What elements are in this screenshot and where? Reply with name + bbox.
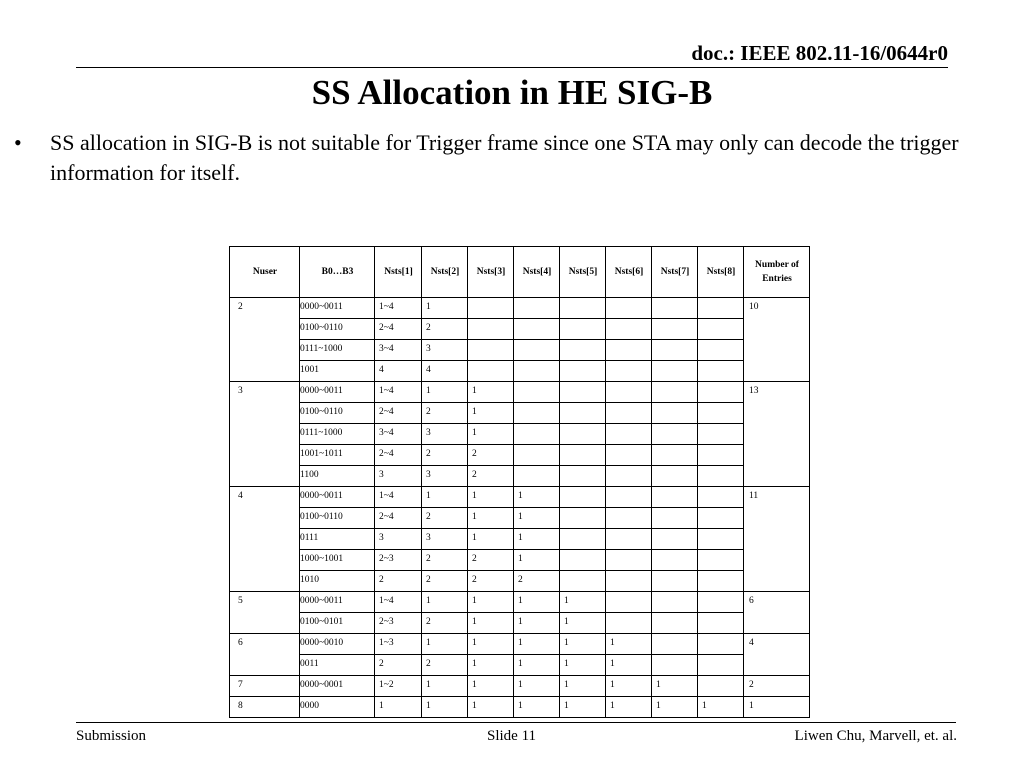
nsts-1-cell: 1~4 xyxy=(375,592,422,613)
nsts-4-cell xyxy=(514,424,560,445)
nsts-7-cell xyxy=(652,550,698,571)
nsts-1-cell: 3~4 xyxy=(375,340,422,361)
nsts-5-cell xyxy=(560,382,606,403)
nsts-8-cell xyxy=(698,571,744,592)
footer-slide-number: Slide 11 xyxy=(487,728,537,744)
entries-cell: 4 xyxy=(744,634,810,676)
nsts-5-cell: 1 xyxy=(560,676,606,697)
nsts-5-cell xyxy=(560,529,606,550)
header-nsts-6: Nsts[6] xyxy=(606,247,652,298)
nsts-4-cell: 1 xyxy=(514,592,560,613)
nsts-3-cell: 1 xyxy=(468,487,514,508)
nsts-5-cell: 1 xyxy=(560,613,606,634)
nsts-7-cell xyxy=(652,424,698,445)
table-row xyxy=(230,697,810,718)
nsts-8-cell xyxy=(698,382,744,403)
nsts-8-cell xyxy=(698,529,744,550)
table-row xyxy=(230,571,810,592)
nsts-7-cell: 1 xyxy=(652,697,698,718)
nsts-2-cell: 2 xyxy=(422,613,468,634)
slide-title: SS Allocation in HE SIG-B xyxy=(311,73,713,112)
nsts-1-cell: 3~4 xyxy=(375,424,422,445)
nsts-8-cell xyxy=(698,676,744,697)
bits-cell: 0000~0010 xyxy=(300,634,375,655)
nsts-5-cell xyxy=(560,403,606,424)
nsts-1-cell: 1~3 xyxy=(375,634,422,655)
nsts-6-cell xyxy=(606,487,652,508)
nsts-5-cell xyxy=(560,445,606,466)
nsts-2-cell: 2 xyxy=(422,655,468,676)
nsts-4-cell: 1 xyxy=(514,529,560,550)
nsts-8-cell xyxy=(698,445,744,466)
nsts-8-cell xyxy=(698,487,744,508)
doc-id: doc.: IEEE 802.11-16/0644r0 xyxy=(691,41,948,65)
table-row xyxy=(230,466,810,487)
nsts-2-cell: 1 xyxy=(422,697,468,718)
nsts-2-cell: 4 xyxy=(422,361,468,382)
bits-cell: 1010 xyxy=(300,571,375,592)
nsts-6-cell: 1 xyxy=(606,697,652,718)
nsts-7-cell xyxy=(652,382,698,403)
nsts-2-cell: 2 xyxy=(422,571,468,592)
entries-cell: 6 xyxy=(744,592,810,634)
nsts-1-cell: 1~4 xyxy=(375,487,422,508)
nsts-4-cell xyxy=(514,466,560,487)
bits-cell: 0100~0101 xyxy=(300,613,375,634)
bits-cell: 0111~1000 xyxy=(300,424,375,445)
table-row xyxy=(230,424,810,445)
nsts-6-cell xyxy=(606,424,652,445)
nsts-8-cell xyxy=(698,466,744,487)
bits-cell: 0000~0011 xyxy=(300,487,375,508)
header-nsts-4: Nsts[4] xyxy=(514,247,560,298)
nsts-8-cell xyxy=(698,403,744,424)
nsts-3-cell: 1 xyxy=(468,403,514,424)
nsts-6-cell: 1 xyxy=(606,655,652,676)
nsts-7-cell xyxy=(652,403,698,424)
table-row xyxy=(230,361,810,382)
nsts-3-cell: 1 xyxy=(468,676,514,697)
bits-cell: 1001~1011 xyxy=(300,445,375,466)
bits-cell: 0000~0001 xyxy=(300,676,375,697)
table-row xyxy=(230,445,810,466)
ss-allocation-table xyxy=(229,246,810,718)
nsts-6-cell xyxy=(606,445,652,466)
nsts-2-cell: 2 xyxy=(422,445,468,466)
table-row xyxy=(230,529,810,550)
nsts-4-cell: 1 xyxy=(514,697,560,718)
nsts-2-cell: 3 xyxy=(422,340,468,361)
nsts-5-cell xyxy=(560,508,606,529)
table-row xyxy=(230,592,810,613)
nsts-8-cell xyxy=(698,550,744,571)
nsts-1-cell: 2~3 xyxy=(375,613,422,634)
nsts-7-cell xyxy=(652,508,698,529)
nsts-3-cell: 1 xyxy=(468,592,514,613)
nsts-3-cell: 2 xyxy=(468,571,514,592)
nsts-2-cell: 2 xyxy=(422,550,468,571)
table-row xyxy=(230,319,810,340)
nsts-5-cell: 1 xyxy=(560,697,606,718)
table-row xyxy=(230,382,810,403)
bits-cell: 0111~1000 xyxy=(300,340,375,361)
nsts-6-cell xyxy=(606,508,652,529)
nsts-2-cell: 2 xyxy=(422,403,468,424)
bits-cell: 1001 xyxy=(300,361,375,382)
nsts-3-cell: 2 xyxy=(468,466,514,487)
nsts-2-cell: 1 xyxy=(422,298,468,319)
footer-authors: Liwen Chu, Marvell, et. al. xyxy=(794,728,957,744)
nsts-6-cell xyxy=(606,340,652,361)
nsts-7-cell: 1 xyxy=(652,676,698,697)
nsts-3-cell xyxy=(468,319,514,340)
nsts-6-cell xyxy=(606,529,652,550)
nsts-7-cell xyxy=(652,361,698,382)
nuser-cell: 5 xyxy=(230,592,300,634)
bits-cell: 0100~0110 xyxy=(300,508,375,529)
nsts-8-cell xyxy=(698,592,744,613)
bits-cell: 0000 xyxy=(300,697,375,718)
nsts-3-cell: 1 xyxy=(468,655,514,676)
nsts-4-cell xyxy=(514,298,560,319)
nsts-7-cell xyxy=(652,340,698,361)
nsts-7-cell xyxy=(652,298,698,319)
nsts-5-cell xyxy=(560,298,606,319)
nsts-8-cell xyxy=(698,655,744,676)
table-header-row xyxy=(230,247,810,298)
nsts-3-cell xyxy=(468,298,514,319)
entries-cell: 11 xyxy=(744,487,810,592)
nsts-6-cell xyxy=(606,319,652,340)
bits-cell: 0111 xyxy=(300,529,375,550)
nsts-8-cell xyxy=(698,613,744,634)
nsts-4-cell xyxy=(514,382,560,403)
bits-cell: 1000~1001 xyxy=(300,550,375,571)
nsts-8-cell xyxy=(698,361,744,382)
nsts-6-cell: 1 xyxy=(606,676,652,697)
nsts-2-cell: 1 xyxy=(422,382,468,403)
header-nsts-7: Nsts[7] xyxy=(652,247,698,298)
table-row xyxy=(230,550,810,571)
nsts-6-cell xyxy=(606,613,652,634)
nsts-7-cell xyxy=(652,466,698,487)
nsts-8-cell xyxy=(698,319,744,340)
nsts-8-cell xyxy=(698,340,744,361)
bits-cell: 0100~0110 xyxy=(300,403,375,424)
bits-cell: 0011 xyxy=(300,655,375,676)
nsts-3-cell: 1 xyxy=(468,529,514,550)
nsts-5-cell xyxy=(560,424,606,445)
nuser-cell: 8 xyxy=(230,697,300,718)
nsts-2-cell: 2 xyxy=(422,319,468,340)
nsts-1-cell: 2 xyxy=(375,571,422,592)
nsts-3-cell: 2 xyxy=(468,550,514,571)
header-nsts-2: Nsts[2] xyxy=(422,247,468,298)
nsts-4-cell xyxy=(514,403,560,424)
nsts-4-cell: 2 xyxy=(514,571,560,592)
nuser-cell: 7 xyxy=(230,676,300,697)
nsts-3-cell: 1 xyxy=(468,424,514,445)
nuser-cell: 3 xyxy=(230,382,300,487)
header-bits: B0…B3 xyxy=(300,247,375,298)
nsts-2-cell: 3 xyxy=(422,424,468,445)
nsts-7-cell xyxy=(652,655,698,676)
nsts-1-cell: 2~4 xyxy=(375,445,422,466)
nsts-7-cell xyxy=(652,529,698,550)
nsts-6-cell xyxy=(606,466,652,487)
nsts-4-cell xyxy=(514,445,560,466)
nsts-1-cell: 2~3 xyxy=(375,550,422,571)
nsts-7-cell xyxy=(652,592,698,613)
nsts-5-cell xyxy=(560,487,606,508)
nsts-3-cell: 1 xyxy=(468,634,514,655)
nsts-1-cell: 1~4 xyxy=(375,382,422,403)
nsts-6-cell xyxy=(606,361,652,382)
table-row xyxy=(230,403,810,424)
table-row xyxy=(230,676,810,697)
nsts-1-cell: 1~2 xyxy=(375,676,422,697)
nsts-8-cell xyxy=(698,634,744,655)
header-divider xyxy=(76,67,948,68)
nsts-3-cell: 1 xyxy=(468,508,514,529)
nsts-8-cell: 1 xyxy=(698,697,744,718)
nsts-4-cell xyxy=(514,361,560,382)
nsts-3-cell xyxy=(468,361,514,382)
nsts-6-cell xyxy=(606,382,652,403)
nsts-1-cell: 3 xyxy=(375,466,422,487)
nsts-4-cell: 1 xyxy=(514,655,560,676)
nsts-1-cell: 2 xyxy=(375,655,422,676)
nsts-6-cell xyxy=(606,550,652,571)
bits-cell: 0000~0011 xyxy=(300,298,375,319)
nsts-5-cell xyxy=(560,571,606,592)
nsts-7-cell xyxy=(652,571,698,592)
nsts-4-cell: 1 xyxy=(514,613,560,634)
table-row xyxy=(230,508,810,529)
nuser-cell: 6 xyxy=(230,634,300,676)
nsts-5-cell: 1 xyxy=(560,592,606,613)
nsts-5-cell xyxy=(560,340,606,361)
table-row xyxy=(230,613,810,634)
nsts-3-cell: 1 xyxy=(468,697,514,718)
nsts-1-cell: 1~4 xyxy=(375,298,422,319)
nsts-1-cell: 4 xyxy=(375,361,422,382)
nsts-3-cell: 1 xyxy=(468,613,514,634)
footer-divider xyxy=(76,722,956,723)
nsts-6-cell xyxy=(606,592,652,613)
table-row xyxy=(230,487,810,508)
nsts-5-cell xyxy=(560,319,606,340)
nsts-1-cell: 2~4 xyxy=(375,403,422,424)
bits-cell: 0000~0011 xyxy=(300,382,375,403)
nsts-2-cell: 1 xyxy=(422,634,468,655)
header-nsts-3: Nsts[3] xyxy=(468,247,514,298)
nsts-1-cell: 3 xyxy=(375,529,422,550)
nsts-4-cell: 1 xyxy=(514,550,560,571)
nsts-2-cell: 1 xyxy=(422,487,468,508)
nsts-2-cell: 1 xyxy=(422,676,468,697)
bits-cell: 1100 xyxy=(300,466,375,487)
nsts-6-cell xyxy=(606,571,652,592)
header-nsts-5: Nsts[5] xyxy=(560,247,606,298)
nsts-4-cell: 1 xyxy=(514,508,560,529)
bits-cell: 0000~0011 xyxy=(300,592,375,613)
nsts-1-cell: 2~4 xyxy=(375,508,422,529)
table-body xyxy=(230,298,810,718)
nuser-cell: 4 xyxy=(230,487,300,592)
nsts-8-cell xyxy=(698,298,744,319)
nsts-3-cell: 2 xyxy=(468,445,514,466)
nsts-5-cell: 1 xyxy=(560,655,606,676)
nsts-2-cell: 3 xyxy=(422,466,468,487)
nsts-8-cell xyxy=(698,424,744,445)
table-row xyxy=(230,298,810,319)
table-row xyxy=(230,655,810,676)
bullet-icon: • xyxy=(14,130,22,155)
nsts-4-cell: 1 xyxy=(514,487,560,508)
nsts-6-cell xyxy=(606,403,652,424)
table-row xyxy=(230,634,810,655)
nsts-5-cell xyxy=(560,466,606,487)
nsts-3-cell: 1 xyxy=(468,382,514,403)
entries-cell: 13 xyxy=(744,382,810,487)
nsts-7-cell xyxy=(652,319,698,340)
nsts-5-cell xyxy=(560,550,606,571)
nsts-2-cell: 2 xyxy=(422,508,468,529)
header-nsts-8: Nsts[8] xyxy=(698,247,744,298)
nsts-2-cell: 1 xyxy=(422,592,468,613)
nsts-7-cell xyxy=(652,487,698,508)
bullet-item xyxy=(12,128,1012,188)
nsts-1-cell: 2~4 xyxy=(375,319,422,340)
nsts-4-cell: 1 xyxy=(514,676,560,697)
nsts-4-cell xyxy=(514,319,560,340)
entries-cell: 1 xyxy=(744,697,810,718)
nsts-4-cell xyxy=(514,340,560,361)
header-nuser: Nuser xyxy=(230,247,300,298)
header-nsts-1: Nsts[1] xyxy=(375,247,422,298)
nsts-8-cell xyxy=(698,508,744,529)
nsts-4-cell: 1 xyxy=(514,634,560,655)
nsts-2-cell: 3 xyxy=(422,529,468,550)
header-entries: Number of Entries xyxy=(744,247,810,298)
nsts-7-cell xyxy=(652,445,698,466)
nsts-6-cell xyxy=(606,298,652,319)
nsts-5-cell: 1 xyxy=(560,634,606,655)
nsts-3-cell xyxy=(468,340,514,361)
nsts-5-cell xyxy=(560,361,606,382)
table-row xyxy=(230,340,810,361)
entries-cell: 2 xyxy=(744,676,810,697)
nsts-7-cell xyxy=(652,613,698,634)
bits-cell: 0100~0110 xyxy=(300,319,375,340)
entries-cell: 10 xyxy=(744,298,810,382)
nsts-1-cell: 1 xyxy=(375,697,422,718)
nsts-7-cell xyxy=(652,634,698,655)
footer-submission: Submission xyxy=(76,728,147,744)
nuser-cell: 2 xyxy=(230,298,300,382)
nsts-6-cell: 1 xyxy=(606,634,652,655)
bullet-text: SS allocation in SIG-B is not suitable for Trigger frame since one STA may only can decode the trigger information for itself. xyxy=(50,130,959,185)
